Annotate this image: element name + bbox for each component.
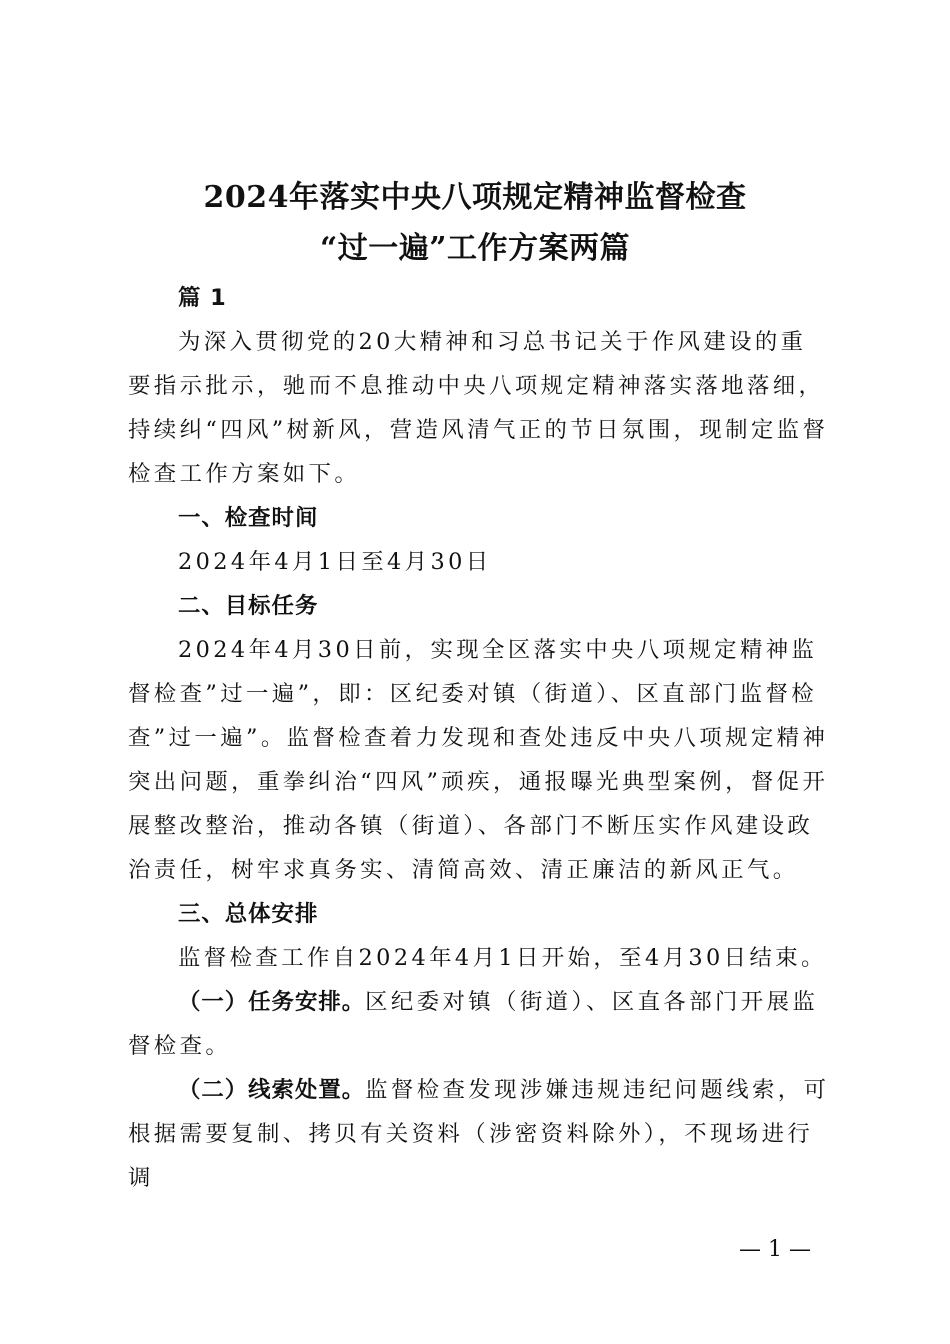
intro-paragraph: 为深入贯彻党的20大精神和习总书记关于作风建设的重要指示批示，驰而不息推动中央八项规定精神落实落地落细，持续纠“四风”树新风，营造风清气正的节日氛围，现制定监督检查工作方案如下。 xyxy=(128,329,829,487)
part-label: 篇 1 xyxy=(178,285,227,311)
section-3-text: 监督检查工作自2024年4月1日开始，至4月30日结束。 xyxy=(178,945,827,971)
document-title-line-2: “过一遍”工作方案两篇 xyxy=(319,231,630,266)
section-1-text: 2024年4月1日至4月30日 xyxy=(178,549,492,575)
document-title-line-1: 2024年落实中央八项规定精神监督检查 xyxy=(203,180,747,215)
section-3-item-2-text: 监督检查发现涉嫌违规违纪问题线索，可根据需要复制、拷贝有关资料（涉密资料除外），不现场进行调 xyxy=(128,1077,830,1191)
section-3-heading: 三、总体安排 xyxy=(178,901,319,927)
section-3-item-2 xyxy=(128,1068,832,1200)
section-3-item-2-label: （二）线索处置。 xyxy=(178,1077,366,1103)
section-3-item-1 xyxy=(128,980,832,1068)
section-3-item-1-text: 区纪委对镇（街道）、区直各部门开展监督检查。 xyxy=(128,989,819,1059)
document-body xyxy=(128,276,832,1200)
page-number: — 1 — xyxy=(739,1237,811,1262)
section-3-item-1-label: （一）任务安排。 xyxy=(178,989,366,1015)
section-1-heading: 一、检查时间 xyxy=(178,505,319,531)
section-2-heading: 二、目标任务 xyxy=(178,593,319,619)
section-2-text: 2024年4月30日前，实现全区落实中央八项规定精神监督检查”过一遍”，即：区纪委对镇（街道）、区直部门监督检查”过一遍”。监督检查着力发现和查处违反中央八项规定精神突出问题，重拳纠治“四风”顽疾，通报曝光典型案例，督促开展整改整治，推动各镇（街道）、各部门不断压实作风建设政治责任，树牢求真务实、清简高效、清正廉洁的新风正气。 xyxy=(128,637,829,883)
